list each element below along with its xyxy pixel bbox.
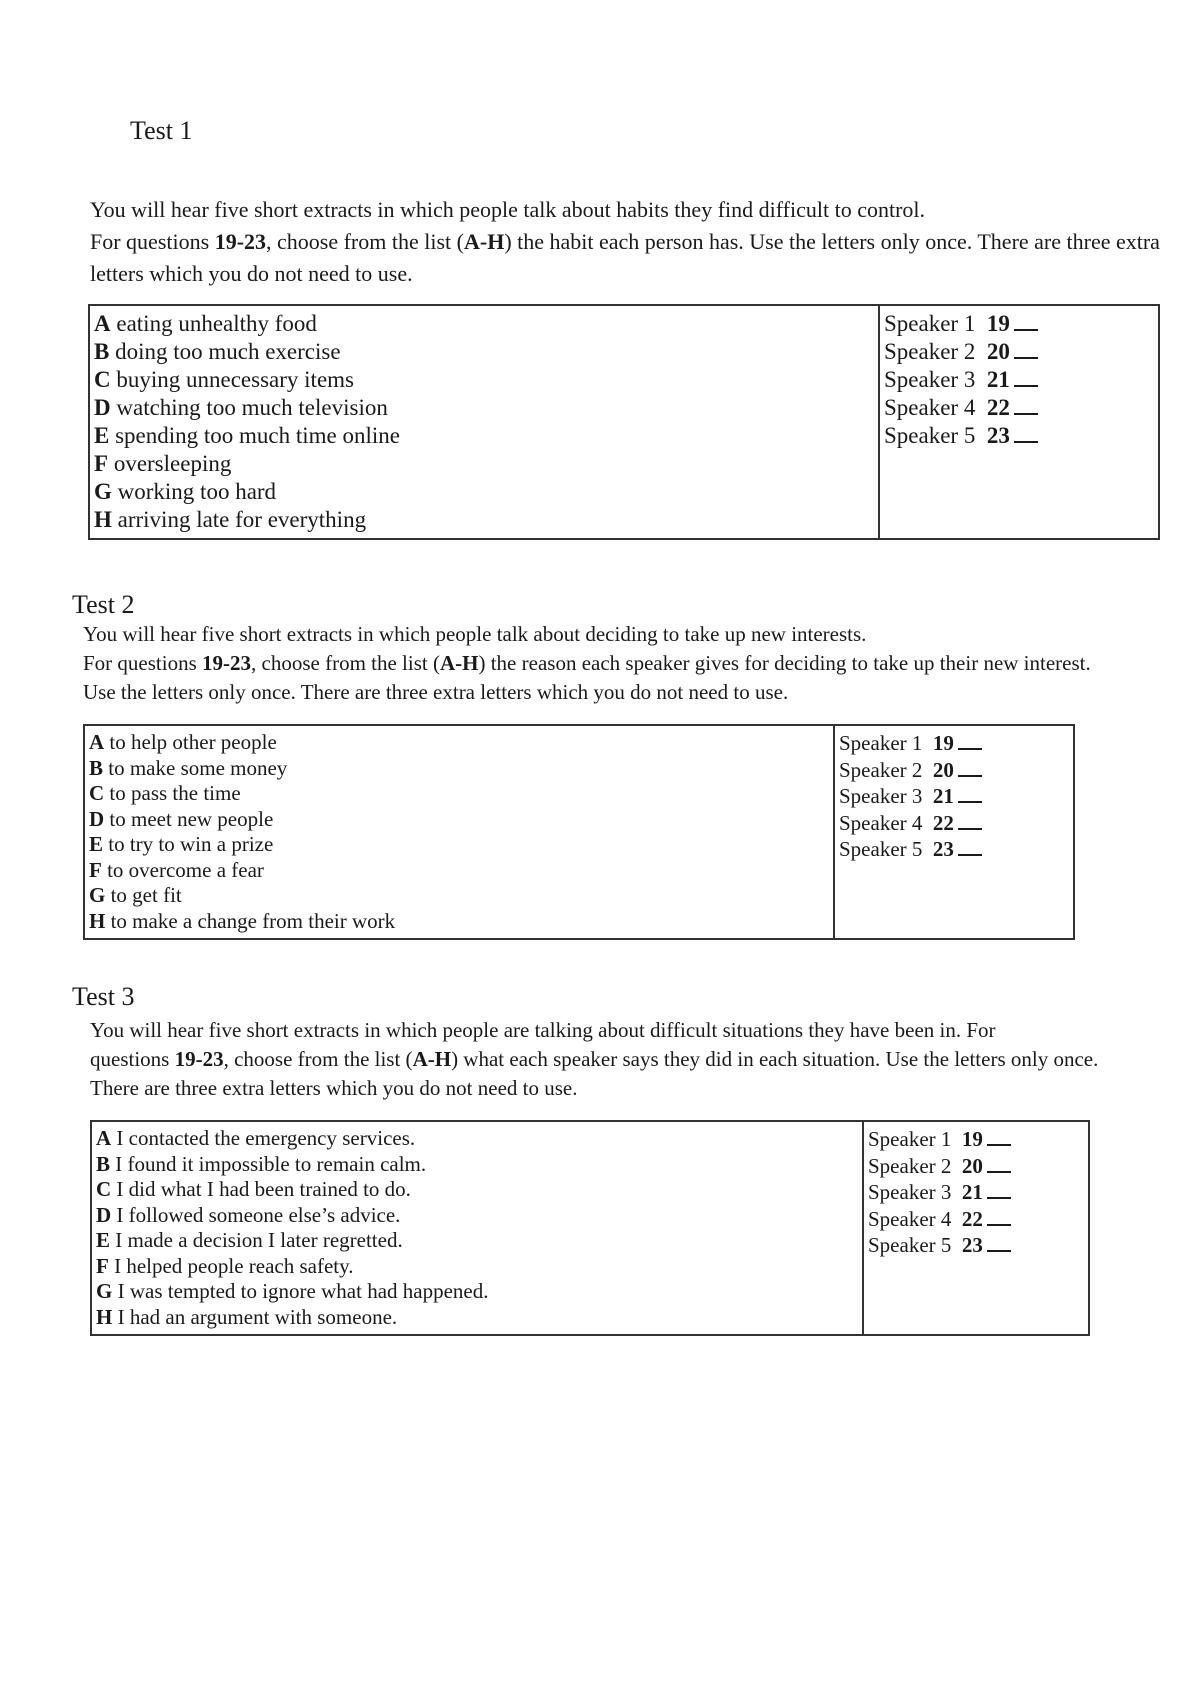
answer-blank[interactable]: [958, 757, 982, 777]
speaker-row: Speaker 4 22: [884, 394, 1154, 422]
answer-blank[interactable]: [1014, 311, 1038, 331]
test2-instructions: [83, 620, 1123, 707]
speaker-row: Speaker 1 19: [839, 730, 1069, 757]
option-G: G working too hard: [94, 479, 277, 504]
speaker-row: Speaker 3 21: [884, 366, 1154, 394]
answer-blank[interactable]: [958, 836, 982, 856]
option-C: C buying unnecessary items: [94, 367, 354, 392]
test2-instruction-line1: You will hear five short extracts in which people talk about deciding to take up new interests.: [83, 622, 867, 646]
option-A: A to help other people: [89, 730, 277, 754]
test1-instructions: [90, 194, 1170, 290]
test2-speakers-cell: [834, 725, 1074, 939]
option-D: D I followed someone else’s advice.: [96, 1202, 401, 1227]
test3-instruction-line1: You will hear five short extracts in which people are talking about difficult situations they have been in. For: [90, 1018, 996, 1042]
speaker-row: Speaker 2 20: [839, 757, 1069, 784]
speaker-row: Speaker 5 23: [868, 1232, 1084, 1259]
answer-blank[interactable]: [987, 1153, 1011, 1173]
option-H: H arriving late for everything: [94, 507, 367, 532]
option-B: B doing too much exercise: [94, 339, 341, 364]
answer-blank[interactable]: [1014, 367, 1038, 387]
answer-blank[interactable]: [1014, 423, 1038, 443]
test2-options-cell: [84, 725, 834, 939]
test3-match-table: [90, 1120, 1090, 1336]
test3-title: Test 3: [72, 982, 135, 1011]
test3-options-cell: [91, 1121, 863, 1335]
speaker-row: Speaker 3 21: [839, 783, 1069, 810]
answer-blank[interactable]: [1014, 339, 1038, 359]
option-E: E spending too much time online: [94, 423, 400, 448]
answer-blank[interactable]: [958, 810, 982, 830]
option-B: B I found it impossible to remain calm.: [96, 1151, 427, 1176]
test1-instruction-line1: You will hear five short extracts in which people talk about habits they find difficult to control.: [90, 197, 926, 222]
speaker-row: Speaker 3 21: [868, 1179, 1084, 1206]
test3-instruction-line2: questions 19-23, choose from the list (A-H) what each speaker says they did in each situation. Use the letters only once. There are three extra letters which you do not need to use.: [90, 1047, 1099, 1100]
option-H: H to make a change from their work: [89, 908, 396, 933]
option-A: A eating unhealthy food: [94, 311, 317, 336]
speaker-row: Speaker 5 23: [839, 836, 1069, 863]
answer-blank[interactable]: [987, 1126, 1011, 1146]
speaker-row: Speaker 1 19: [884, 310, 1154, 338]
option-H: H I had an argument with someone.: [96, 1304, 398, 1329]
speaker-row: Speaker 4 22: [868, 1206, 1084, 1233]
answer-blank[interactable]: [958, 730, 982, 750]
option-G: G I was tempted to ignore what had happened.: [96, 1279, 489, 1303]
speaker-row: Speaker 5 23: [884, 422, 1154, 450]
option-F: F oversleeping: [94, 451, 232, 476]
option-E: E to try to win a prize: [89, 832, 274, 856]
option-F: F to overcome a fear: [89, 857, 264, 882]
option-A: A I contacted the emergency services.: [96, 1126, 416, 1150]
option-F: F I helped people reach safety.: [96, 1253, 354, 1278]
answer-blank[interactable]: [958, 783, 982, 803]
test2-match-table: [83, 724, 1075, 940]
option-C: C I did what I had been trained to do.: [96, 1177, 411, 1201]
test1-options-cell: [89, 305, 879, 539]
test3-instructions: [90, 1016, 1130, 1103]
option-C: C to pass the time: [89, 781, 241, 805]
test3-speakers-cell: [863, 1121, 1089, 1335]
test2-title: Test 2: [72, 590, 135, 619]
answer-blank[interactable]: [987, 1206, 1011, 1226]
test1-title: Test 1: [130, 116, 193, 145]
option-B: B to make some money: [89, 755, 288, 780]
option-E: E I made a decision I later regretted.: [96, 1228, 403, 1252]
test2-instruction-line2: For questions 19-23, choose from the list (A-H) the reason each speaker gives for deciding to take up their new interest. Use the letters only once. There are three extra letters which you do not need to use.: [83, 651, 1091, 704]
speaker-row: Speaker 4 22: [839, 810, 1069, 837]
test1-speakers-cell: [879, 305, 1159, 539]
speaker-row: Speaker 1 19: [868, 1126, 1084, 1153]
option-D: D to meet new people: [89, 806, 274, 831]
answer-blank[interactable]: [987, 1232, 1011, 1252]
speaker-row: Speaker 2 20: [884, 338, 1154, 366]
option-D: D watching too much television: [94, 395, 388, 420]
option-G: G to get fit: [89, 883, 182, 907]
answer-blank[interactable]: [1014, 395, 1038, 415]
test1-instruction-line2: For questions 19-23, choose from the list (A-H) the habit each person has. Use the letters only once. There are three extra letters which you do not need to use.: [90, 229, 1160, 286]
test1-match-table: [88, 304, 1160, 540]
speaker-row: Speaker 2 20: [868, 1153, 1084, 1180]
answer-blank[interactable]: [987, 1179, 1011, 1199]
